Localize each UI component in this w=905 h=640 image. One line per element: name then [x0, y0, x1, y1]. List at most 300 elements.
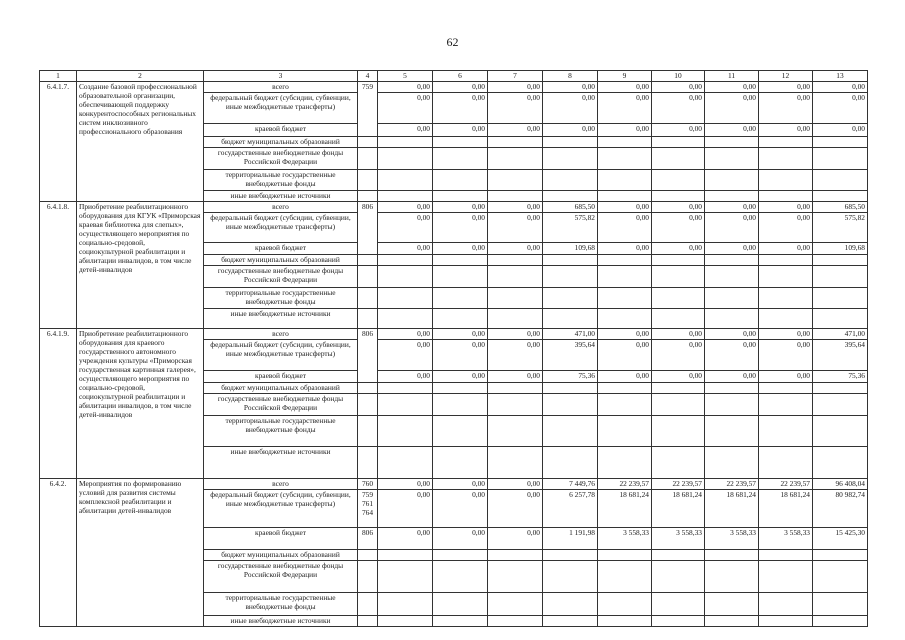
funding-source: государственные внебюджетные фонды Российской Федерации — [204, 394, 358, 416]
value-cell — [598, 447, 652, 479]
value-cell: 0,00 — [652, 82, 705, 93]
measure-name: Приобретение реабилитационного оборудования для КГУК «Приморская краевая библиотека для слепых», осуществляющего мероприятия по социально-средовой, социокультурной реабилитации и абилитации инвалидов, в том числе детей-инвалидов — [77, 202, 204, 329]
funding-source: всего — [204, 202, 358, 213]
grbs-code: 760 — [358, 479, 378, 490]
value-cell — [433, 266, 488, 288]
value-cell: 0,00 — [378, 340, 433, 371]
value-cell: 0,00 — [652, 243, 705, 255]
value-cell — [813, 170, 868, 191]
funding-source: бюджет муниципальных образований — [204, 550, 358, 561]
value-cell: 0,00 — [705, 93, 759, 124]
grbs-code — [358, 447, 378, 479]
value-cell — [759, 309, 813, 329]
measure-code: 6.4.2. — [40, 479, 77, 627]
value-cell — [543, 170, 598, 191]
funding-source: территориальные государственные внебюджетные фонды — [204, 593, 358, 616]
value-cell: 0,00 — [433, 243, 488, 255]
value-cell: 0,00 — [705, 213, 759, 243]
funding-source: бюджет муниципальных образований — [204, 137, 358, 148]
value-cell — [488, 170, 543, 191]
value-cell: 0,00 — [598, 329, 652, 340]
value-cell — [813, 191, 868, 202]
value-cell: 109,68 — [813, 243, 868, 255]
grbs-code — [358, 191, 378, 202]
value-cell — [598, 416, 652, 447]
value-cell — [378, 266, 433, 288]
value-cell — [598, 616, 652, 627]
value-cell: 0,00 — [759, 124, 813, 137]
value-cell — [705, 148, 759, 170]
value-cell — [433, 137, 488, 148]
value-cell — [378, 170, 433, 191]
value-cell — [488, 561, 543, 593]
value-cell — [705, 288, 759, 309]
value-cell: 0,00 — [378, 124, 433, 137]
value-cell — [652, 383, 705, 394]
value-cell — [759, 191, 813, 202]
value-cell — [759, 447, 813, 479]
value-cell: 0,00 — [759, 93, 813, 124]
value-cell — [543, 309, 598, 329]
value-cell: 0,00 — [705, 329, 759, 340]
value-cell: 0,00 — [488, 340, 543, 371]
value-cell — [488, 255, 543, 266]
grbs-code — [358, 616, 378, 627]
value-cell — [543, 288, 598, 309]
value-cell: 0,00 — [813, 82, 868, 93]
funding-source: бюджет муниципальных образований — [204, 383, 358, 394]
value-cell — [652, 447, 705, 479]
value-cell — [378, 394, 433, 416]
value-cell: 0,00 — [433, 213, 488, 243]
value-cell: 0,00 — [433, 124, 488, 137]
value-cell: 0,00 — [598, 124, 652, 137]
value-cell: 0,00 — [813, 93, 868, 124]
value-cell — [488, 447, 543, 479]
value-cell — [378, 616, 433, 627]
header-row — [40, 71, 868, 82]
grbs-code — [358, 394, 378, 416]
budget-table — [39, 70, 868, 627]
funding-source: краевой бюджет — [204, 243, 358, 255]
grbs-code: 806 — [358, 329, 378, 383]
header-cell: 10 — [652, 71, 705, 82]
value-cell — [759, 416, 813, 447]
page-number: 62 — [446, 35, 459, 49]
value-cell — [759, 266, 813, 288]
grbs-code: 759 761 764 — [358, 490, 378, 528]
value-cell — [433, 148, 488, 170]
value-cell — [488, 309, 543, 329]
value-cell — [813, 550, 868, 561]
value-cell — [652, 550, 705, 561]
value-cell: 7 449,76 — [543, 479, 598, 490]
value-cell — [543, 561, 598, 593]
table-row — [40, 329, 868, 340]
header-cell: 3 — [204, 71, 358, 82]
value-cell — [813, 148, 868, 170]
value-cell — [598, 266, 652, 288]
value-cell — [543, 394, 598, 416]
value-cell: 0,00 — [433, 93, 488, 124]
value-cell: 0,00 — [378, 329, 433, 340]
value-cell — [813, 616, 868, 627]
value-cell — [598, 309, 652, 329]
value-cell: 0,00 — [433, 490, 488, 528]
table-row — [40, 82, 868, 93]
value-cell: 0,00 — [759, 329, 813, 340]
value-cell — [378, 255, 433, 266]
value-cell: 0,00 — [543, 93, 598, 124]
value-cell: 22 239,57 — [705, 479, 759, 490]
value-cell — [598, 550, 652, 561]
value-cell: 0,00 — [378, 371, 433, 383]
grbs-code — [358, 255, 378, 266]
value-cell — [813, 137, 868, 148]
value-cell: 1 191,98 — [543, 528, 598, 550]
value-cell — [652, 288, 705, 309]
value-cell: 6 257,78 — [543, 490, 598, 528]
value-cell — [378, 148, 433, 170]
value-cell — [813, 288, 868, 309]
value-cell — [488, 266, 543, 288]
value-cell: 0,00 — [433, 202, 488, 213]
value-cell: 0,00 — [652, 340, 705, 371]
value-cell — [488, 394, 543, 416]
value-cell — [705, 593, 759, 616]
value-cell — [488, 616, 543, 627]
value-cell — [378, 593, 433, 616]
value-cell — [759, 383, 813, 394]
value-cell: 0,00 — [652, 329, 705, 340]
value-cell — [652, 309, 705, 329]
value-cell — [705, 616, 759, 627]
value-cell: 0,00 — [488, 243, 543, 255]
value-cell: 0,00 — [705, 340, 759, 371]
value-cell — [705, 550, 759, 561]
grbs-code — [358, 137, 378, 148]
value-cell — [433, 255, 488, 266]
value-cell — [488, 288, 543, 309]
value-cell: 3 558,33 — [759, 528, 813, 550]
grbs-code — [358, 309, 378, 329]
value-cell: 0,00 — [378, 490, 433, 528]
value-cell — [705, 416, 759, 447]
value-cell: 0,00 — [433, 329, 488, 340]
value-cell — [433, 593, 488, 616]
value-cell: 22 239,57 — [759, 479, 813, 490]
header-cell: 1 — [40, 71, 77, 82]
value-cell — [433, 170, 488, 191]
header-cell: 9 — [598, 71, 652, 82]
value-cell: 0,00 — [433, 528, 488, 550]
value-cell — [652, 394, 705, 416]
table-body — [40, 71, 868, 627]
value-cell — [705, 137, 759, 148]
funding-source: всего — [204, 82, 358, 93]
header-cell: 12 — [759, 71, 813, 82]
value-cell: 0,00 — [378, 213, 433, 243]
value-cell — [543, 447, 598, 479]
measure-name: Мероприятия по формированию условий для развития системы комплексной реабилитации и абилитации детей-инвалидов — [77, 479, 204, 627]
value-cell — [813, 255, 868, 266]
value-cell — [378, 288, 433, 309]
measure-code: 6.4.1.7. — [40, 82, 77, 202]
value-cell — [378, 137, 433, 148]
value-cell: 0,00 — [433, 340, 488, 371]
funding-source: краевой бюджет — [204, 371, 358, 383]
grbs-code — [358, 593, 378, 616]
value-cell — [652, 191, 705, 202]
funding-source: иные внебюджетные источники — [204, 447, 358, 479]
funding-source: иные внебюджетные источники — [204, 309, 358, 329]
value-cell — [813, 561, 868, 593]
value-cell — [598, 394, 652, 416]
value-cell — [543, 416, 598, 447]
value-cell: 0,00 — [488, 479, 543, 490]
value-cell — [433, 309, 488, 329]
value-cell: 685,50 — [813, 202, 868, 213]
value-cell — [598, 383, 652, 394]
value-cell — [813, 383, 868, 394]
value-cell: 0,00 — [598, 213, 652, 243]
value-cell — [813, 309, 868, 329]
value-cell: 0,00 — [705, 202, 759, 213]
value-cell: 15 425,30 — [813, 528, 868, 550]
value-cell — [598, 170, 652, 191]
value-cell: 75,36 — [543, 371, 598, 383]
funding-source: территориальные государственные внебюджетные фонды — [204, 288, 358, 309]
table-row — [40, 202, 868, 213]
value-cell: 471,00 — [543, 329, 598, 340]
value-cell — [652, 266, 705, 288]
value-cell — [433, 550, 488, 561]
value-cell — [652, 593, 705, 616]
funding-source: иные внебюджетные источники — [204, 616, 358, 627]
funding-source: бюджет муниципальных образований — [204, 255, 358, 266]
value-cell — [759, 550, 813, 561]
value-cell: 0,00 — [488, 329, 543, 340]
value-cell — [652, 616, 705, 627]
value-cell — [813, 416, 868, 447]
funding-source: государственные внебюджетные фонды Российской Федерации — [204, 561, 358, 593]
value-cell: 3 558,33 — [652, 528, 705, 550]
grbs-code — [358, 170, 378, 191]
header-cell: 2 — [77, 71, 204, 82]
value-cell: 109,68 — [543, 243, 598, 255]
measure-code: 6.4.1.9. — [40, 329, 77, 479]
value-cell: 0,00 — [378, 82, 433, 93]
grbs-code — [358, 383, 378, 394]
value-cell — [543, 593, 598, 616]
value-cell: 0,00 — [705, 82, 759, 93]
value-cell — [488, 593, 543, 616]
value-cell — [759, 288, 813, 309]
value-cell: 0,00 — [652, 124, 705, 137]
value-cell — [598, 561, 652, 593]
value-cell: 395,64 — [813, 340, 868, 371]
value-cell: 0,00 — [705, 243, 759, 255]
value-cell — [705, 191, 759, 202]
header-cell: 11 — [705, 71, 759, 82]
value-cell — [433, 383, 488, 394]
value-cell — [705, 394, 759, 416]
value-cell — [543, 191, 598, 202]
value-cell — [488, 191, 543, 202]
grbs-code: 806 — [358, 202, 378, 255]
funding-source: иные внебюджетные источники — [204, 191, 358, 202]
value-cell: 3 558,33 — [598, 528, 652, 550]
value-cell: 0,00 — [488, 490, 543, 528]
funding-source: федеральный бюджет (субсидии, субвенции, иные межбюджетные трансферты) — [204, 93, 358, 124]
value-cell — [813, 266, 868, 288]
value-cell — [433, 191, 488, 202]
value-cell: 0,00 — [433, 371, 488, 383]
measure-name: Создание базовой профессиональной образовательной организации, обеспечивающей поддержку конкурентоспособных региональных систем инклюзивного профессионального образования — [77, 82, 204, 202]
value-cell — [652, 137, 705, 148]
value-cell — [433, 288, 488, 309]
funding-source: государственные внебюджетные фонды Российской Федерации — [204, 266, 358, 288]
value-cell — [759, 394, 813, 416]
value-cell — [705, 447, 759, 479]
funding-source: территориальные государственные внебюджетные фонды — [204, 416, 358, 447]
value-cell — [598, 288, 652, 309]
value-cell — [378, 309, 433, 329]
value-cell — [543, 616, 598, 627]
value-cell — [543, 137, 598, 148]
value-cell: 0,00 — [652, 213, 705, 243]
funding-source: государственные внебюджетные фонды Российской Федерации — [204, 148, 358, 170]
value-cell: 0,00 — [652, 371, 705, 383]
value-cell: 0,00 — [378, 528, 433, 550]
value-cell — [705, 383, 759, 394]
value-cell: 18 681,24 — [759, 490, 813, 528]
value-cell — [813, 593, 868, 616]
value-cell: 80 982,74 — [813, 490, 868, 528]
value-cell — [598, 255, 652, 266]
value-cell — [543, 383, 598, 394]
value-cell: 0,00 — [705, 124, 759, 137]
value-cell — [598, 137, 652, 148]
grbs-code — [358, 288, 378, 309]
value-cell: 0,00 — [759, 82, 813, 93]
value-cell: 75,36 — [813, 371, 868, 383]
value-cell: 0,00 — [598, 93, 652, 124]
value-cell — [705, 309, 759, 329]
value-cell — [433, 447, 488, 479]
value-cell — [378, 191, 433, 202]
header-cell: 5 — [378, 71, 433, 82]
value-cell — [433, 616, 488, 627]
value-cell: 0,00 — [598, 202, 652, 213]
grbs-code — [358, 266, 378, 288]
value-cell: 0,00 — [488, 371, 543, 383]
value-cell — [759, 616, 813, 627]
value-cell: 0,00 — [652, 93, 705, 124]
value-cell: 18 681,24 — [652, 490, 705, 528]
value-cell — [705, 170, 759, 191]
value-cell — [759, 137, 813, 148]
value-cell: 18 681,24 — [705, 490, 759, 528]
value-cell — [813, 394, 868, 416]
value-cell: 0,00 — [813, 124, 868, 137]
value-cell — [759, 255, 813, 266]
value-cell — [488, 137, 543, 148]
value-cell — [759, 148, 813, 170]
value-cell — [759, 593, 813, 616]
value-cell: 0,00 — [598, 82, 652, 93]
value-cell — [705, 255, 759, 266]
header-cell: 6 — [433, 71, 488, 82]
value-cell: 0,00 — [759, 340, 813, 371]
value-cell: 0,00 — [488, 124, 543, 137]
value-cell: 0,00 — [705, 371, 759, 383]
value-cell — [543, 255, 598, 266]
value-cell: 0,00 — [488, 528, 543, 550]
value-cell — [598, 148, 652, 170]
value-cell: 0,00 — [759, 243, 813, 255]
value-cell — [652, 148, 705, 170]
value-cell: 0,00 — [759, 371, 813, 383]
header-cell: 13 — [813, 71, 868, 82]
grbs-code: 759 — [358, 82, 378, 137]
value-cell: 22 239,57 — [598, 479, 652, 490]
value-cell: 0,00 — [378, 243, 433, 255]
funding-source: краевой бюджет — [204, 124, 358, 137]
value-cell: 0,00 — [598, 243, 652, 255]
value-cell: 685,50 — [543, 202, 598, 213]
value-cell: 0,00 — [488, 93, 543, 124]
value-cell: 0,00 — [598, 371, 652, 383]
grbs-code — [358, 550, 378, 561]
funding-source: федеральный бюджет (субсидии, субвенции, иные межбюджетные трансферты) — [204, 213, 358, 243]
value-cell — [652, 561, 705, 593]
grbs-code — [358, 148, 378, 170]
value-cell — [433, 394, 488, 416]
measure-name: Приобретение реабилитационного оборудования для краевого государственного автономного учреждения культуры «Приморская государственная картинная галерея», осуществляющего мероприятия по социально-средовой, социокультурной реабилитации и абилитации инвалидов, в том числе детей-инвалидов — [77, 329, 204, 479]
value-cell — [488, 148, 543, 170]
value-cell: 0,00 — [759, 213, 813, 243]
value-cell: 0,00 — [598, 340, 652, 371]
table-row — [40, 479, 868, 490]
value-cell: 18 681,24 — [598, 490, 652, 528]
value-cell: 96 408,04 — [813, 479, 868, 490]
value-cell: 471,00 — [813, 329, 868, 340]
value-cell — [488, 416, 543, 447]
measure-code: 6.4.1.8. — [40, 202, 77, 329]
value-cell — [543, 550, 598, 561]
value-cell — [652, 255, 705, 266]
value-cell — [759, 170, 813, 191]
value-cell: 0,00 — [488, 82, 543, 93]
value-cell — [813, 447, 868, 479]
funding-source: краевой бюджет — [204, 528, 358, 550]
funding-source: территориальные государственные внебюджетные фонды — [204, 170, 358, 191]
value-cell: 0,00 — [543, 124, 598, 137]
value-cell: 0,00 — [433, 479, 488, 490]
value-cell: 22 239,57 — [652, 479, 705, 490]
value-cell — [652, 170, 705, 191]
value-cell — [488, 550, 543, 561]
value-cell — [378, 383, 433, 394]
value-cell: 0,00 — [433, 82, 488, 93]
grbs-code — [358, 561, 378, 593]
value-cell — [543, 148, 598, 170]
value-cell — [433, 416, 488, 447]
header-cell: 7 — [488, 71, 543, 82]
value-cell — [433, 561, 488, 593]
value-cell — [543, 266, 598, 288]
